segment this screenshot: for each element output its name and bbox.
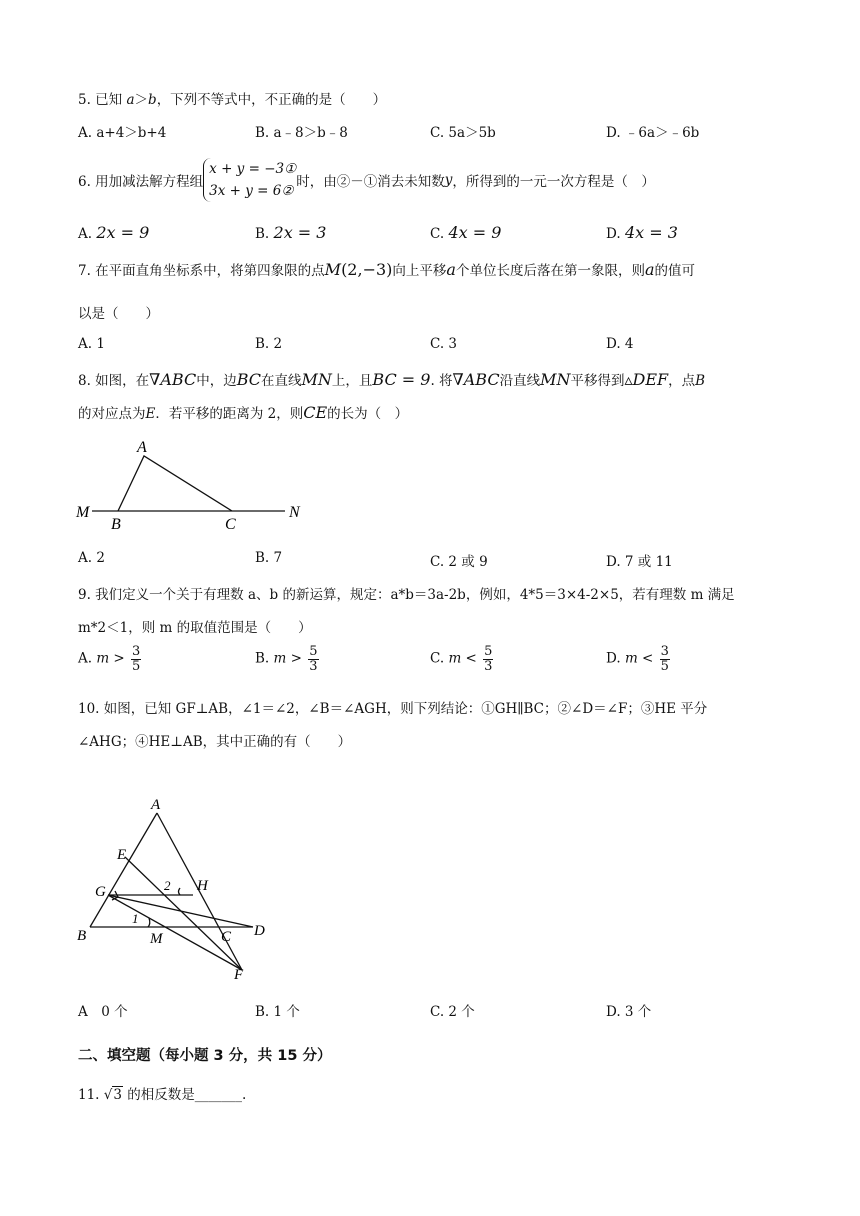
label-1: 1 — [132, 911, 139, 926]
label-d: D — [254, 923, 265, 939]
fraction: $\frac{3}{5}$ — [660, 644, 669, 674]
seg-ab — [90, 813, 157, 927]
label-b: B — [77, 928, 87, 944]
angle-2-arc — [179, 888, 181, 895]
q10-option-b[interactable]: B. 1 个 — [255, 1004, 300, 1020]
q11: 11. √3 的相反数是_______. — [78, 1087, 247, 1103]
q7-option-b[interactable]: B. 2 — [255, 336, 283, 352]
equation-system: x + y = −3① 3x + y = 6② — [203, 158, 296, 202]
label-f: F — [234, 967, 244, 983]
label-a: A — [137, 439, 147, 456]
q6-option-d[interactable]: D. 4x = 3 — [606, 223, 678, 242]
q5-option-b[interactable]: B. a﹣8＞b﹣8 — [255, 125, 348, 141]
q7-option-d[interactable]: D. 4 — [606, 336, 634, 352]
seg-ef — [125, 857, 242, 970]
q9-option-c[interactable]: C. m < $\frac{5}{3}$ — [430, 644, 493, 674]
q10-line2: ∠AHG；④HE⊥AB，其中正确的有（ ） — [78, 734, 352, 750]
q9-option-d[interactable]: D. m < $\frac{3}{5}$ — [606, 644, 669, 674]
q7-line2: 以是（ ） — [78, 306, 159, 322]
q8-option-a[interactable]: A. 2 — [78, 550, 105, 566]
q10-option-d[interactable]: D. 3 个 — [606, 1004, 652, 1020]
label-c: C — [221, 929, 232, 945]
label-e: E — [117, 847, 127, 863]
q10-option-a[interactable]: A 0 个 — [78, 1004, 128, 1020]
q5-stem: 5. 已知 a＞b，下列不等式中，不正确的是（ ） — [78, 92, 387, 108]
fraction: $\frac{3}{5}$ — [132, 644, 141, 674]
label-g: G — [95, 884, 106, 900]
label-a: A — [151, 797, 161, 813]
q9-option-b[interactable]: B. m > $\frac{5}{3}$ — [255, 644, 318, 674]
label-2: 2 — [164, 878, 171, 893]
q7-line1: 7. 在平面直角坐标系中，将第四象限的点M(2,−3)向上平移a个单位长度后落在第一象限，则a的值可 — [78, 260, 695, 279]
label-n: N — [289, 504, 300, 521]
label-b: B — [111, 516, 121, 533]
q6-option-a[interactable]: A. 2x = 9 — [78, 223, 150, 242]
q7-option-c[interactable]: C. 3 — [430, 336, 458, 352]
q9-line1: 9. 我们定义一个关于有理数 a、b 的新运算，规定：a*b＝3a-2b，例如，4*5＝3×4-2×5，若有理数 m 满足 — [78, 587, 735, 603]
q8-option-b[interactable]: B. 7 — [255, 550, 283, 566]
section-title: 二、填空题（每小题 3 分，共 15 分） — [78, 1048, 332, 1064]
label-h: H — [197, 878, 208, 894]
q8-option-c[interactable]: C. 2 或 9 — [430, 554, 488, 570]
fraction: $\frac{5}{3}$ — [484, 644, 493, 674]
label-m: M — [76, 504, 90, 521]
q6-option-b[interactable]: B. 2x = 3 — [255, 223, 327, 242]
triangle-abc — [118, 456, 232, 511]
label-m: M — [150, 931, 163, 947]
q9-line2: m*2＜1，则 m 的取值范围是（ ） — [78, 620, 312, 636]
q8-line2: 的对应点为E．若平移的距离为 2，则CE的长为（ ） — [78, 403, 409, 422]
q7-option-a[interactable]: A. 1 — [78, 336, 105, 352]
q10-option-c[interactable]: C. 2 个 — [430, 1004, 475, 1020]
sqrt-radicand: 3 — [113, 1087, 122, 1103]
q5-option-c[interactable]: C. 5a＞5b — [430, 125, 496, 141]
q5-option-d[interactable]: D. ﹣6a＞﹣6b — [606, 125, 700, 141]
angle-1-arc — [148, 918, 150, 927]
q8-option-d[interactable]: D. 7 或 11 — [606, 554, 673, 570]
q10-figure — [70, 795, 280, 985]
answer-blank[interactable]: _______ — [194, 1087, 243, 1103]
fraction: $\frac{5}{3}$ — [309, 644, 318, 674]
q10-line1: 10. 如图，已知 GF⊥AB，∠1＝∠2，∠B＝∠AGH，则下列结论：①GH∥BC；②∠D＝∠F；③HE 平分 — [78, 701, 708, 717]
sqrt-symbol: √ — [103, 1087, 113, 1103]
q9-option-a[interactable]: A. m > $\frac{3}{5}$ — [78, 644, 141, 674]
label-c: C — [225, 516, 236, 533]
q8-line1: 8. 如图，在∇ABC中，边BC在直线MN上，且BC = 9. 将∇ABC沿直线MN平移得到▵DEF，点B — [78, 370, 706, 389]
q5-option-a[interactable]: A. a+4＞b+4 — [78, 125, 167, 141]
q6-option-c[interactable]: C. 4x = 9 — [430, 223, 502, 242]
q8-figure — [70, 432, 320, 537]
q6-stem: 6. 用加减法解方程组 x + y = −3① 3x + y = 6② 时，由②－①消去未知数 y ，所得到的一元一次方程是（ ） — [78, 156, 655, 204]
